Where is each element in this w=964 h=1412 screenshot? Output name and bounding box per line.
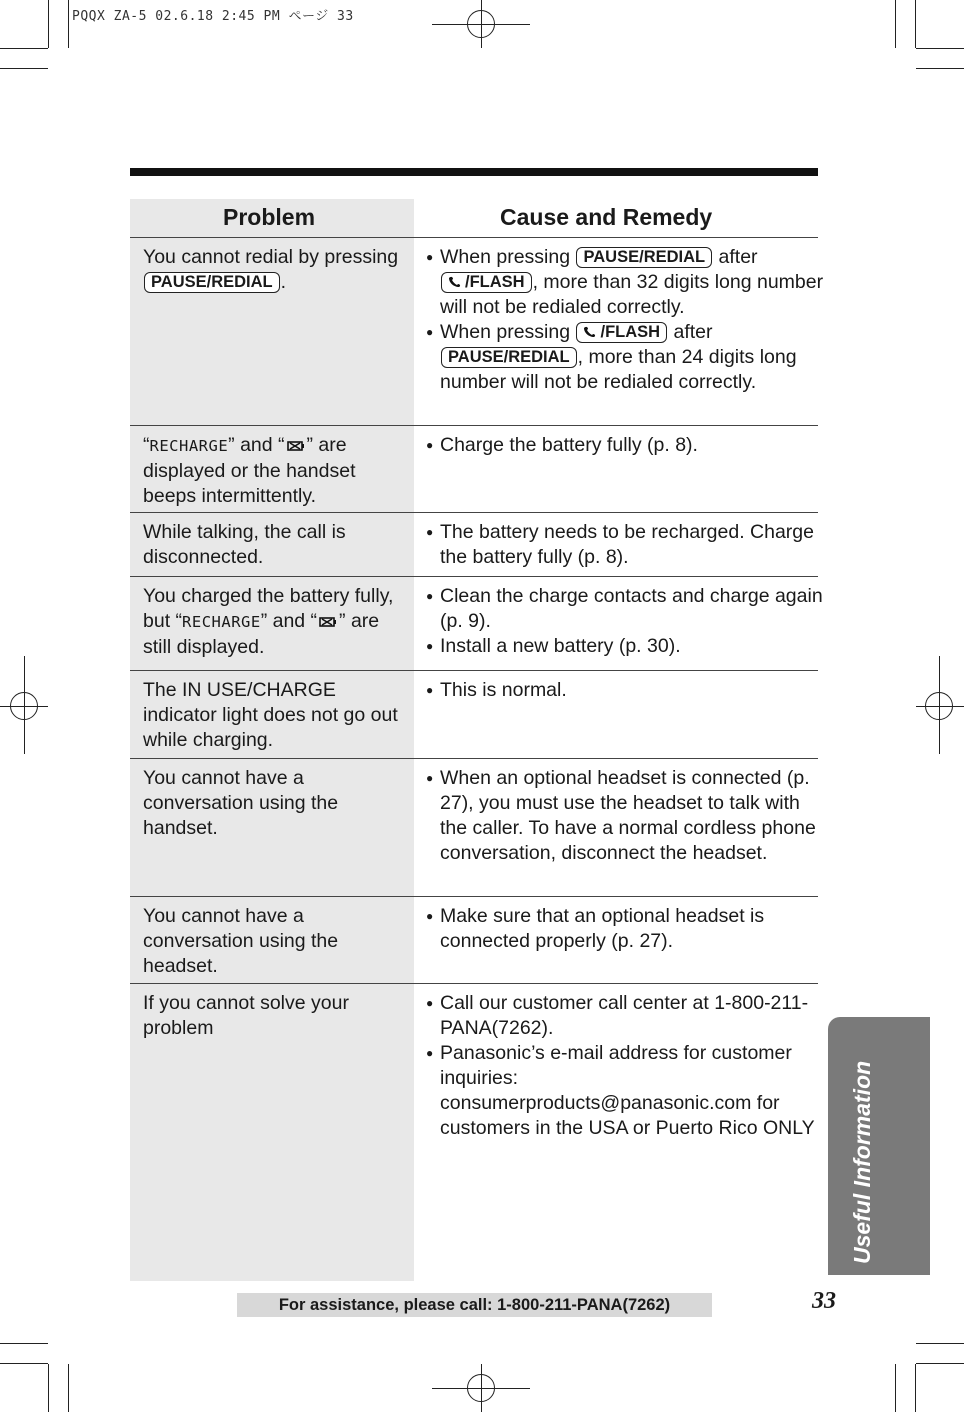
- problem-text: You cannot have a conversation using the handset.: [143, 767, 339, 839]
- page-number: 33: [812, 1288, 836, 1314]
- top-rule: [130, 168, 818, 176]
- problem-text: You cannot redial by pressing PAUSE/REDIAL .: [143, 246, 399, 293]
- cause-remedy: [426, 766, 826, 866]
- bullet: ●: [426, 325, 434, 339]
- row-divider: [130, 758, 818, 759]
- remedy-item: ● Call our customer call center at 1-800-211-PANA(7262).: [426, 992, 809, 1039]
- key-label: PAUSE/REDIAL: [583, 248, 706, 266]
- bullet: ●: [426, 909, 434, 923]
- bullet: ●: [426, 438, 434, 452]
- row-divider: [130, 425, 818, 426]
- display-message: RECHARGE: [149, 437, 229, 455]
- bullet: ●: [426, 250, 434, 264]
- phone-talk-icon: [583, 326, 599, 338]
- remedy-item: ● When an optional headset is connected (p. 27), you must use the headset to talk with the caller. To have a normal cordless phone conversation, disconnect the headset.: [426, 767, 816, 864]
- problem-text: You charged the battery fully, but “RECHARGE” and “ ” are still displayed.: [143, 585, 394, 658]
- flash-key: [576, 322, 667, 343]
- remedy-item: ● Panasonic’s e-mail address for customer inquiries: consumerproducts@panasonic.com for customers in the USA or Puerto Rico ONLY: [426, 1042, 815, 1139]
- row-divider: [130, 237, 818, 238]
- cause-remedy: [426, 991, 826, 1141]
- row-divider: [130, 576, 818, 577]
- remedy-item: ● When pressing /FLASH after PAUSE/REDIAL , more than 24 digits long number will not be redialed correctly.: [426, 321, 797, 393]
- side-tab-label: Useful Information: [849, 1060, 875, 1264]
- pause-redial-key: [144, 272, 280, 293]
- assistance-footer: For assistance, please call: 1-800-211-PANA(7262): [237, 1293, 712, 1317]
- key-label: PAUSE/REDIAL: [151, 273, 273, 291]
- print-slug: PQQX ZA-5 02.6.18 2:45 PM ページ 33: [72, 9, 354, 24]
- bullet: ●: [426, 771, 434, 785]
- pause-redial-key: [441, 347, 577, 368]
- remedy-item: ● Clean the charge contacts and charge again (p. 9).: [426, 585, 823, 632]
- cause-remedy: [426, 678, 826, 703]
- key-label: /FLASH: [465, 273, 525, 291]
- cause-remedy: [426, 245, 826, 395]
- display-message: RECHARGE: [182, 613, 261, 631]
- cause-remedy: [426, 433, 826, 458]
- cause-header: Cause and Remedy: [500, 204, 713, 230]
- bullet: ●: [426, 1046, 434, 1060]
- bullet: ●: [426, 589, 434, 603]
- side-tab: [828, 1017, 930, 1275]
- cause-remedy: [426, 584, 826, 659]
- problem-text: If you cannot solve your problem: [143, 992, 349, 1039]
- remedy-item: ● Make sure that an optional headset is connected properly (p. 27).: [426, 905, 765, 952]
- cause-remedy: [426, 520, 826, 570]
- row-divider: [130, 512, 818, 513]
- phone-talk-icon: [448, 276, 464, 288]
- row-divider: [130, 983, 818, 984]
- key-label: PAUSE/REDIAL: [448, 348, 570, 366]
- flash-key: [441, 272, 532, 293]
- remedy-item: ● Install a new battery (p. 30).: [426, 635, 681, 657]
- bullet: ●: [426, 639, 434, 653]
- bullet: ●: [426, 996, 434, 1010]
- battery-icon: [319, 616, 337, 627]
- troubleshooting-table: [130, 199, 824, 1281]
- battery-icon: [287, 440, 305, 451]
- remedy-item: ● Charge the battery fully (p. 8).: [426, 434, 698, 456]
- remedy-item: ● The battery needs to be recharged. Charge the battery fully (p. 8).: [426, 521, 814, 568]
- cause-remedy: [426, 904, 826, 954]
- row-divider: [130, 670, 818, 671]
- problem-text: “RECHARGE” and “ ” are displayed or the handset beeps intermittently.: [143, 434, 356, 507]
- problem-text: You cannot have a conversation using the headset.: [143, 905, 339, 977]
- remedy-item: ● When pressing PAUSE/REDIAL after /FLASH , more than 32 digits long number will not be redialed correctly.: [426, 246, 824, 318]
- bullet: ●: [426, 683, 434, 697]
- problem-text: The IN USE/CHARGE indicator light does not go out while charging.: [143, 679, 398, 751]
- bullet: ●: [426, 525, 434, 539]
- problem-header: Problem: [223, 204, 316, 230]
- problem-text: While talking, the call is disconnected.: [143, 521, 346, 568]
- key-label: /FLASH: [600, 323, 661, 341]
- row-divider: [130, 896, 818, 897]
- pause-redial-key: [576, 247, 712, 268]
- remedy-item: ● This is normal.: [426, 679, 567, 701]
